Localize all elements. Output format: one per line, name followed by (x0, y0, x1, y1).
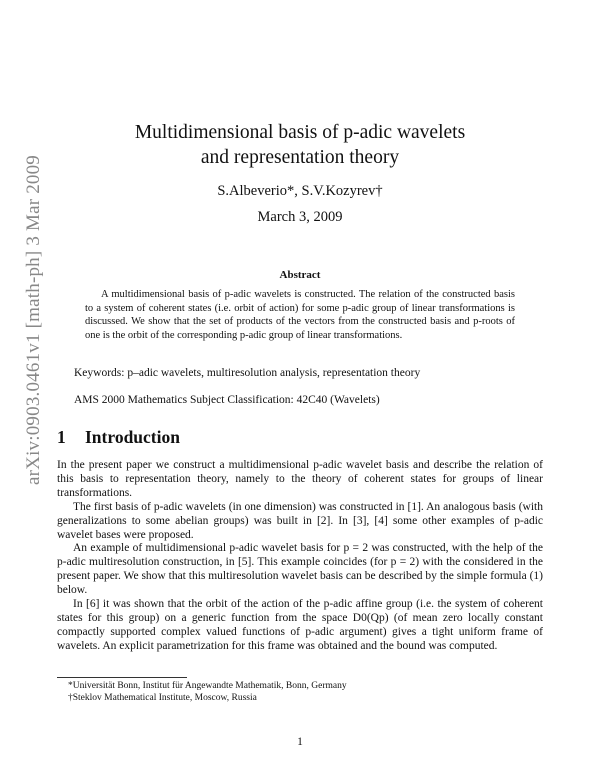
arxiv-stamp-text: arXiv:0903.0461v1 [math-ph] 3 Mar 2009 (23, 154, 44, 486)
abstract-body (85, 288, 515, 342)
paragraph-3: An example of multidimensional p-adic wavelet basis for p = 2 was constructed, with the help of the p-adic multiresolution construction, in [5]. This example coincides (for p = 2) with the considered in the present paper. We show that this multiresolution wavelet basis can be described by the simple formula (1) below. (57, 542, 543, 597)
footnote-rule (57, 677, 187, 678)
paragraph-1: In the present paper we construct a multidimensional p-adic wavelet basis and describe the relation of this basis to representation theory, namely to the theory of coherent states for groups of linear transformations. (57, 459, 543, 499)
abstract-heading: Abstract (279, 269, 321, 281)
keywords: Keywords: p–adic wavelets, multiresolution analysis, representation theory (74, 367, 421, 379)
date: March 3, 2009 (257, 209, 343, 225)
footnote-1: *Universität Bonn, Institut für Angewandte Mathematik, Bonn, Germany (68, 681, 347, 691)
section-title: Introduction (85, 427, 180, 447)
body-text (57, 459, 543, 654)
section-number: 1 (57, 427, 66, 447)
title-line-1: Multidimensional basis of p-adic wavelets (134, 122, 466, 143)
abstract-text: A multidimensional basis of p-adic wavelets is constructed. The relation of the constructed basis to a system of coherent states (i.e. orbit of action) for some p-adic group of linear transformations is discussed. We show that the set of products of the vectors from the constructed basis and p-roots of one is the orbit of the corresponding p-adic group of linear transformations. (85, 289, 515, 341)
section-heading (57, 427, 180, 448)
page-number: 1 (297, 736, 303, 748)
authors: S.Albeverio*, S.V.Kozyrev† (217, 183, 383, 199)
paragraph-4: In [6] it was shown that the orbit of the action of the p-adic affine group (i.e. the system of coherent states for this group) on a generic function from the space D0(Qp) (of mean zero locally constant compactly supported complex valued functions of p-adic argument) gives a tight uniform frame of wavelets. An explicit parametrization for this frame was obtained and the bound was computed. (57, 598, 543, 652)
footnote-2: †Steklov Mathematical Institute, Moscow, Russia (68, 693, 257, 703)
title-line-2: and representation theory (200, 147, 400, 168)
paragraph-2: The first basis of p-adic wavelets (in one dimension) was constructed in [1]. An analogous basis (with generalizations to some abelian groups) was built in [2]. In [3], [4] some other examples of p-adic wavelet bases were proposed. (57, 500, 543, 541)
ams-classification: AMS 2000 Mathematics Subject Classification: 42C40 (Wavelets) (74, 394, 380, 406)
paper-title (0, 120, 600, 170)
